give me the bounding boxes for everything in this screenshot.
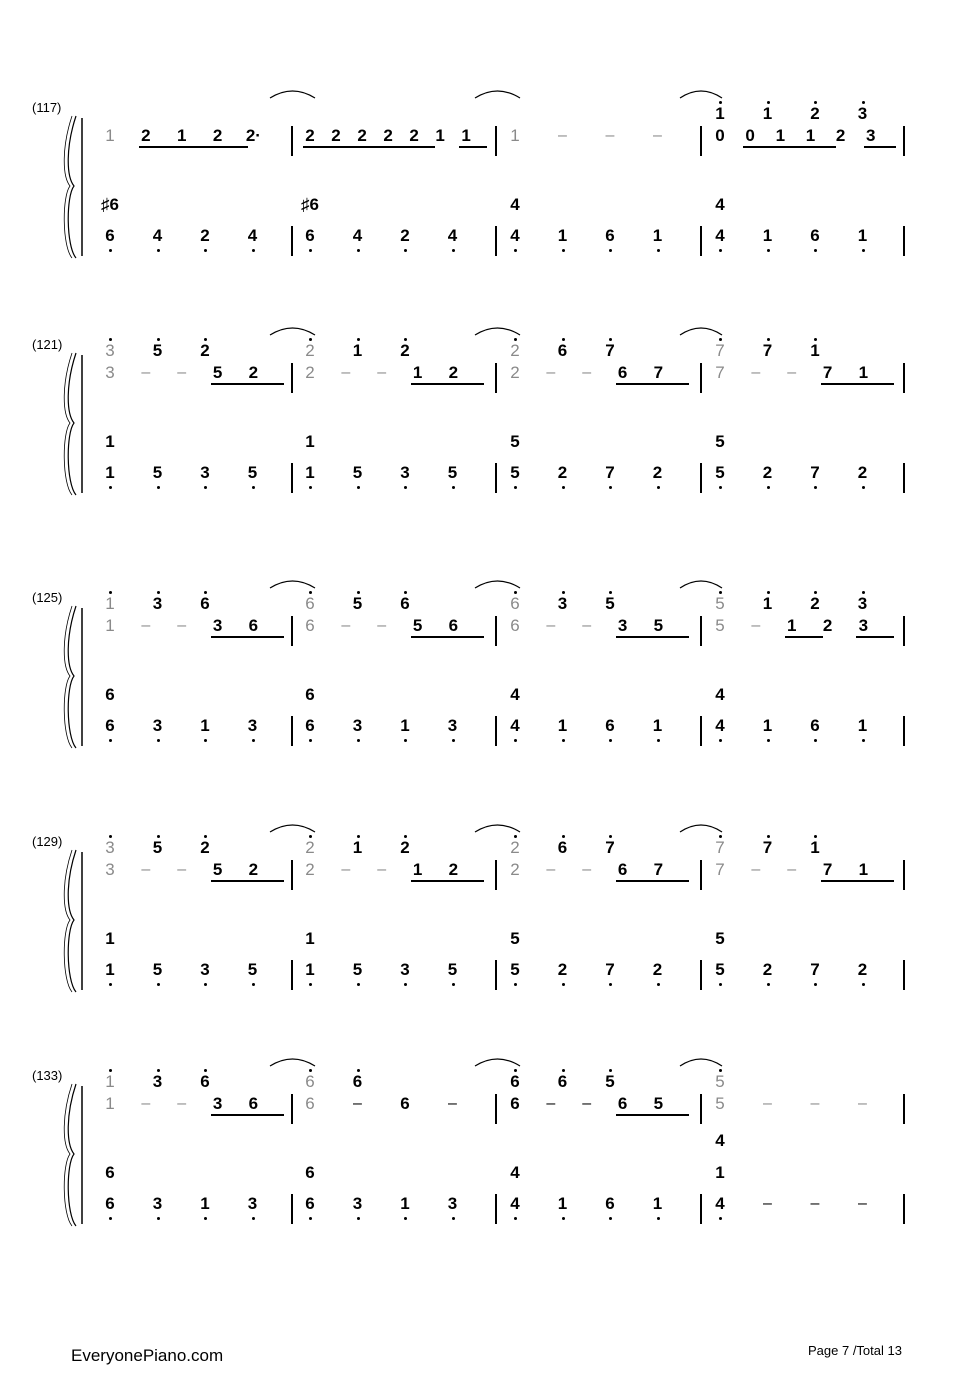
lower-chord-note: ♯6 xyxy=(301,195,319,214)
upper-note: 5 xyxy=(715,616,725,635)
upper-note: 1 xyxy=(435,126,445,145)
tie-slur xyxy=(270,581,315,588)
measure-number-label: (125) xyxy=(32,590,63,605)
lower-note: 3 xyxy=(400,960,410,979)
upper_top-note: 2 xyxy=(510,838,520,857)
upper_top-note: 1 xyxy=(105,1072,115,1091)
lower-note: 6 xyxy=(305,716,315,735)
lower-note: 6 xyxy=(105,716,115,735)
upper-dash: – xyxy=(751,861,761,878)
upper-note: 5 xyxy=(212,363,223,382)
lower-note: 3 xyxy=(400,463,410,482)
upper-note: 2 xyxy=(835,126,846,145)
upper_top-note: 2 xyxy=(400,341,410,360)
upper-note: 1 xyxy=(176,126,187,145)
upper-note: 5 xyxy=(412,616,423,635)
upper_top-note: 5 xyxy=(715,1072,725,1091)
upper-note: 1 xyxy=(786,616,797,635)
lower-note: 1 xyxy=(652,1194,663,1213)
lower-chord-note: 6 xyxy=(105,685,115,704)
upper-note: 6 xyxy=(305,616,315,635)
lower-note: 2 xyxy=(762,960,773,979)
upper-dash: – xyxy=(546,861,556,878)
lower-dash: – xyxy=(810,1195,820,1212)
lower-note: 1 xyxy=(557,226,568,245)
measure-number-label: (117) xyxy=(32,100,62,115)
upper-note: 6 xyxy=(248,1094,259,1113)
upper-dash: – xyxy=(377,364,387,381)
lower-chord-note: 5 xyxy=(715,929,725,948)
upper_top-note: 1 xyxy=(105,594,115,613)
lower-chord-note: 6 xyxy=(305,685,315,704)
upper-note: 0 xyxy=(745,126,755,145)
upper-dash: – xyxy=(546,1095,556,1112)
lower-note: 5 xyxy=(447,463,458,482)
upper-note: 1 xyxy=(412,363,423,382)
lower-note: 5 xyxy=(715,463,725,482)
upper-dash: – xyxy=(141,1095,151,1112)
tie-slur xyxy=(270,328,315,335)
lower-note: 1 xyxy=(105,463,115,482)
upper_top-note: 3 xyxy=(857,594,868,613)
upper-dash: – xyxy=(546,617,556,634)
upper_top-note: 6 xyxy=(557,838,568,857)
upper-dash: – xyxy=(141,861,151,878)
lower-note: 6 xyxy=(305,1194,315,1213)
tie-slur xyxy=(475,825,520,832)
upper-dash: – xyxy=(582,1095,592,1112)
lower-note: 1 xyxy=(400,716,410,735)
upper-dash: – xyxy=(341,617,351,634)
upper-note: 7 xyxy=(822,860,833,879)
upper-dash: – xyxy=(858,1095,867,1112)
upper-dash: – xyxy=(341,861,351,878)
lower-chord-note: 4 xyxy=(715,685,725,704)
upper_top-note: 6 xyxy=(305,594,315,613)
measure-number-label: (129) xyxy=(32,834,63,849)
lower-note: 3 xyxy=(247,716,258,735)
lower-note: 7 xyxy=(810,960,820,979)
upper-note: 2 xyxy=(141,126,151,145)
upper-note: 2 xyxy=(248,363,259,382)
upper-note: 2 xyxy=(822,616,833,635)
lower-note: 1 xyxy=(652,716,663,735)
lower-note: 4 xyxy=(715,716,725,735)
lower-chord-note: 1 xyxy=(305,432,315,451)
lower-chord-note: 5 xyxy=(715,432,725,451)
upper-dash: – xyxy=(141,364,151,381)
lower-note: 3 xyxy=(352,716,363,735)
upper-dash: – xyxy=(558,127,567,144)
upper-dash: – xyxy=(751,364,761,381)
lower-chord-note: 1 xyxy=(715,1163,725,1182)
upper_top-note: 6 xyxy=(510,594,520,613)
lower-note: 3 xyxy=(447,1194,458,1213)
lower-note: 4 xyxy=(152,226,163,245)
upper_top-note: 6 xyxy=(200,594,210,613)
upper_top-note: 3 xyxy=(152,594,163,613)
upper-dash: – xyxy=(377,617,387,634)
upper_top-note: 1 xyxy=(762,104,773,123)
lower-note: 2 xyxy=(762,463,773,482)
lower-note: 6 xyxy=(810,716,820,735)
site-name[interactable]: EveryonePiano.com xyxy=(71,1346,224,1365)
tie-slur xyxy=(475,1059,520,1066)
lower-note: 5 xyxy=(247,463,258,482)
upper-dash: – xyxy=(582,617,592,634)
lower-note: 6 xyxy=(105,226,115,245)
upper_top-note: 2 xyxy=(200,341,210,360)
upper-note: 2 xyxy=(448,860,459,879)
lower-chord-note: 5 xyxy=(510,929,520,948)
upper_top-note: 7 xyxy=(605,838,615,857)
upper_top-note: 5 xyxy=(715,594,725,613)
upper_top-note: 1 xyxy=(810,838,820,857)
tie-slur xyxy=(680,581,722,588)
lower-note: 6 xyxy=(605,716,615,735)
lower-chord-note: 1 xyxy=(305,929,315,948)
tie-slur xyxy=(475,328,520,335)
lower-note: 4 xyxy=(247,226,258,245)
lower-chord-note: 5 xyxy=(510,432,520,451)
lower-note: 5 xyxy=(152,960,163,979)
upper-note: 1 xyxy=(105,1094,115,1113)
lower-note: 2 xyxy=(200,226,210,245)
lower-note: 7 xyxy=(605,463,615,482)
lower-note: 1 xyxy=(557,1194,568,1213)
lower-chord-note: 4 xyxy=(510,1163,520,1182)
upper-dash: – xyxy=(605,127,615,144)
upper_top-note: 6 xyxy=(557,1072,568,1091)
lower-note: 5 xyxy=(352,960,363,979)
tie-slur xyxy=(270,825,315,832)
upper_top-note: 6 xyxy=(305,1072,315,1091)
lower-note: 6 xyxy=(605,226,615,245)
lower-note: 1 xyxy=(305,463,315,482)
lower-note: 6 xyxy=(605,1194,615,1213)
tie-slur xyxy=(270,1059,315,1066)
upper_top-note: 6 xyxy=(400,594,410,613)
lower-dash: – xyxy=(763,1195,772,1212)
tie-slur xyxy=(680,825,722,832)
tie-slur xyxy=(680,1059,722,1066)
lower-note: 7 xyxy=(810,463,820,482)
upper-note: 2 xyxy=(510,363,520,382)
upper-dash: – xyxy=(546,364,556,381)
lower-note: 1 xyxy=(652,226,663,245)
upper_top-note: 1 xyxy=(352,341,363,360)
lower-note: 2 xyxy=(857,960,868,979)
upper-note: 2 xyxy=(409,126,419,145)
upper-note: 5 xyxy=(715,1094,725,1113)
upper_top-note: 7 xyxy=(605,341,615,360)
upper-note: 7 xyxy=(653,860,664,879)
upper-note: 6 xyxy=(400,1094,410,1113)
lower-note: 4 xyxy=(447,226,458,245)
lower-note: 5 xyxy=(715,960,725,979)
upper-note: 1 xyxy=(105,616,115,635)
upper-note: 1 xyxy=(510,126,520,145)
upper-dash: – xyxy=(177,364,187,381)
tie-slur xyxy=(680,328,722,335)
lower-note: 2 xyxy=(857,463,868,482)
upper_top-note: 7 xyxy=(715,341,725,360)
upper_top-note: 7 xyxy=(762,341,773,360)
upper_top-note: 5 xyxy=(352,594,363,613)
upper-note: 6 xyxy=(510,616,520,635)
upper-note: 1 xyxy=(461,126,471,145)
lower-chord-note: 6 xyxy=(105,1163,115,1182)
upper_top-note: 7 xyxy=(762,838,773,857)
lower-note: 2 xyxy=(557,960,568,979)
lower-note: 4 xyxy=(715,1194,725,1213)
upper-note: 3 xyxy=(212,616,223,635)
lower-note: 1 xyxy=(762,716,773,735)
upper_top-note: 1 xyxy=(352,838,363,857)
upper_top-note: 2 xyxy=(200,838,210,857)
lower-note: 6 xyxy=(105,1194,115,1213)
lower-note: 7 xyxy=(605,960,615,979)
upper_top-note: 5 xyxy=(605,594,615,613)
lower-note: 5 xyxy=(510,960,520,979)
upper_top-note: 1 xyxy=(715,104,725,123)
upper-note: 2 xyxy=(357,126,367,145)
lower-note: 2 xyxy=(557,463,568,482)
lower-note: 6 xyxy=(810,226,820,245)
upper-dash: – xyxy=(353,1095,362,1112)
upper-dash: – xyxy=(448,1095,457,1112)
lower-chord-note: 1 xyxy=(105,432,115,451)
upper-note: 2 xyxy=(212,126,223,145)
lower-note: 3 xyxy=(352,1194,363,1213)
upper-note: 2 xyxy=(383,126,393,145)
lower-note: 3 xyxy=(152,1194,163,1213)
upper-note: 7 xyxy=(653,363,664,382)
upper-note: 1 xyxy=(105,126,115,145)
upper-note: 3 xyxy=(212,1094,223,1113)
upper_top-note: 2 xyxy=(810,104,820,123)
upper-note: 5 xyxy=(653,1094,664,1113)
upper-note: 2 xyxy=(248,860,259,879)
upper_top-note: 6 xyxy=(352,1072,363,1091)
upper_top-note: 2 xyxy=(305,838,315,857)
upper-note: 6 xyxy=(248,616,259,635)
upper-note: 2 xyxy=(448,363,459,382)
upper-note: 6 xyxy=(617,363,628,382)
lower-note: 1 xyxy=(762,226,773,245)
upper-note: 6 xyxy=(617,860,628,879)
upper_top-note: 1 xyxy=(810,341,820,360)
tie-slur xyxy=(680,91,722,98)
lower-note: 1 xyxy=(557,716,568,735)
upper_top-note: 3 xyxy=(105,838,115,857)
lower-note: 4 xyxy=(510,226,520,245)
upper_top-note: 3 xyxy=(857,104,868,123)
lower-note: 3 xyxy=(152,716,163,735)
upper-note: 1 xyxy=(858,860,869,879)
lower-note: 4 xyxy=(715,226,725,245)
upper-note: 2 xyxy=(305,126,315,145)
upper-dash: – xyxy=(787,364,797,381)
upper-note: 6 xyxy=(510,1094,520,1113)
upper-dash: – xyxy=(763,1095,772,1112)
lower-note: 1 xyxy=(400,1194,410,1213)
lower-note: 3 xyxy=(447,716,458,735)
upper_top-note: 5 xyxy=(605,1072,615,1091)
lower-note: 4 xyxy=(352,226,363,245)
lower-note: 4 xyxy=(510,716,520,735)
upper-note: 3 xyxy=(105,860,115,879)
upper-dash: – xyxy=(177,617,187,634)
upper_top-note: 3 xyxy=(105,341,115,360)
upper-note: 7 xyxy=(715,363,725,382)
measure-number-label: (133) xyxy=(32,1068,63,1083)
upper-note: 1 xyxy=(805,126,816,145)
lower-note: 5 xyxy=(510,463,520,482)
upper_top-note: 5 xyxy=(152,838,163,857)
upper_top-note: 3 xyxy=(557,594,568,613)
lower-note: 1 xyxy=(857,716,868,735)
upper_top-note: 7 xyxy=(715,838,725,857)
upper-dash: – xyxy=(177,861,187,878)
lower-note: 1 xyxy=(200,716,210,735)
upper-dash: – xyxy=(341,364,351,381)
lower-chord-note: ♯6 xyxy=(101,195,119,214)
upper-note: 6 xyxy=(617,1094,628,1113)
upper-note: 3 xyxy=(105,363,115,382)
upper-note: 3 xyxy=(617,616,628,635)
lower-chord-note: 4 xyxy=(510,685,520,704)
lower-note: 1 xyxy=(305,960,315,979)
upper_top-note: 2 xyxy=(400,838,410,857)
tie-slur xyxy=(270,91,315,98)
lower-chord-note: 4 xyxy=(510,195,520,214)
upper-dash: – xyxy=(787,861,797,878)
upper-note: 2 xyxy=(510,860,520,879)
tie-slur xyxy=(475,581,520,588)
upper-dash: – xyxy=(751,617,761,634)
upper-note: 6 xyxy=(448,616,459,635)
upper_top-note: 6 xyxy=(200,1072,210,1091)
lower-chord-note: 4 xyxy=(715,195,725,214)
lower-chord-note-top: 4 xyxy=(715,1131,725,1150)
tie-slur xyxy=(475,91,520,98)
upper_top-note: 1 xyxy=(762,594,773,613)
upper-note: 2· xyxy=(245,126,261,145)
upper-note: 7 xyxy=(715,860,725,879)
lower-chord-note: 6 xyxy=(305,1163,315,1182)
upper-note: 5 xyxy=(212,860,223,879)
upper_top-note: 3 xyxy=(152,1072,163,1091)
upper-dash: – xyxy=(582,861,592,878)
upper-dash: – xyxy=(377,861,387,878)
lower-note: 5 xyxy=(247,960,258,979)
lower-note: 3 xyxy=(200,960,210,979)
lower-note: 3 xyxy=(247,1194,258,1213)
upper-dash: – xyxy=(141,617,151,634)
upper-note: 1 xyxy=(412,860,423,879)
upper-note: 6 xyxy=(305,1094,315,1113)
lower-note: 3 xyxy=(200,463,210,482)
upper-dash: – xyxy=(177,1095,187,1112)
measure-number-label: (121) xyxy=(32,337,63,352)
upper_top-note: 2 xyxy=(305,341,315,360)
upper-note: 1 xyxy=(775,126,786,145)
upper-note: 2 xyxy=(305,860,315,879)
upper_top-note: 2 xyxy=(510,341,520,360)
lower-chord-note: 1 xyxy=(105,929,115,948)
lower-note: 4 xyxy=(510,1194,520,1213)
upper-dash: – xyxy=(653,127,662,144)
upper_top-note: 2 xyxy=(810,594,820,613)
upper-note: 3 xyxy=(858,616,869,635)
lower-note: 5 xyxy=(352,463,363,482)
lower-note: 1 xyxy=(857,226,868,245)
upper-note: 5 xyxy=(653,616,664,635)
upper-dash: – xyxy=(810,1095,820,1112)
upper_top-note: 5 xyxy=(152,341,163,360)
upper-note: 1 xyxy=(858,363,869,382)
upper-note: 3 xyxy=(866,126,876,145)
upper_top-note: 6 xyxy=(557,341,568,360)
upper-note: 7 xyxy=(822,363,833,382)
upper_top-note: 6 xyxy=(510,1072,520,1091)
lower-note: 5 xyxy=(152,463,163,482)
lower-note: 6 xyxy=(305,226,315,245)
lower-note: 2 xyxy=(652,960,663,979)
lower-note: 5 xyxy=(447,960,458,979)
lower-note: 1 xyxy=(200,1194,210,1213)
upper-dash: – xyxy=(582,364,592,381)
lower-note: 2 xyxy=(652,463,663,482)
upper-note: 2 xyxy=(331,126,341,145)
lower-dash: – xyxy=(858,1195,867,1212)
lower-note: 1 xyxy=(105,960,115,979)
lower-note: 2 xyxy=(400,226,410,245)
upper-note: 0 xyxy=(715,126,725,145)
page-indicator: Page 7 /Total 13 xyxy=(808,1343,902,1358)
upper-note: 2 xyxy=(305,363,315,382)
